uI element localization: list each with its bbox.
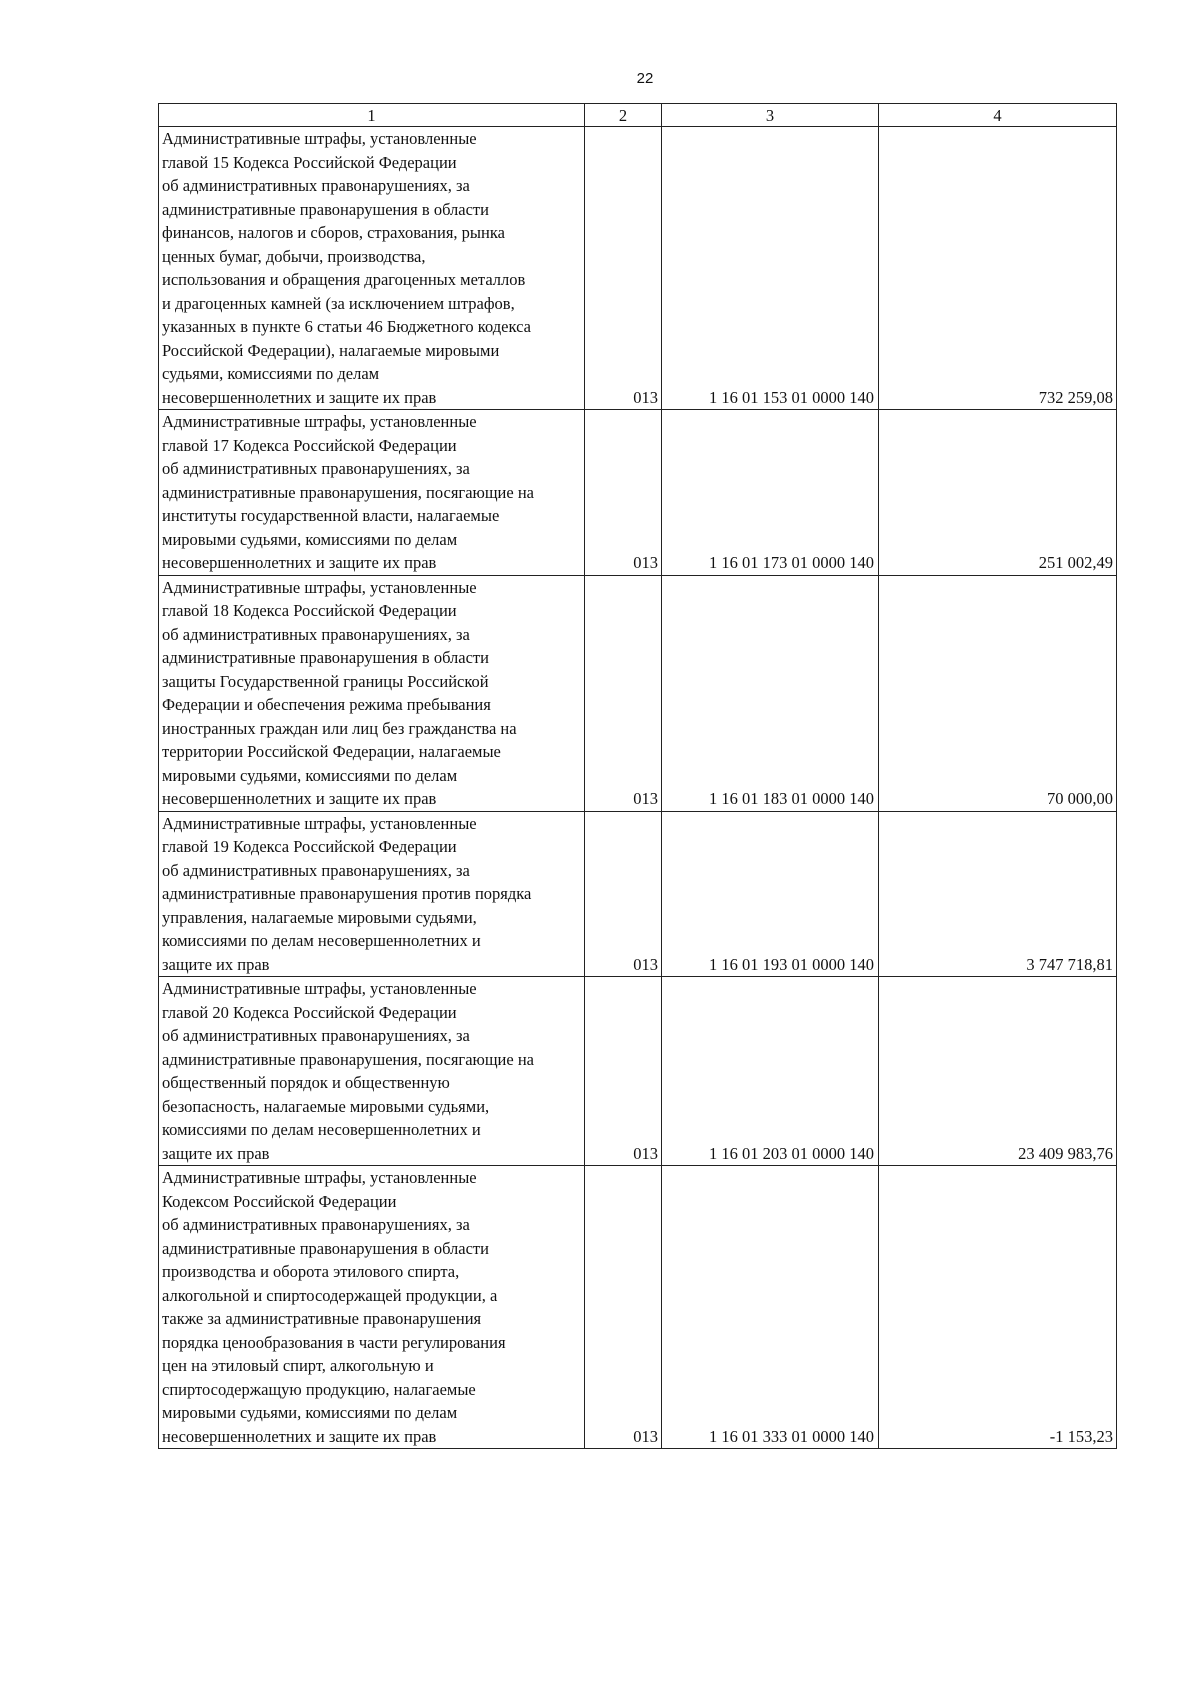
amount-cell: -1 153,23: [879, 1166, 1117, 1449]
revenue-table-container: [158, 103, 1116, 1449]
description-line: спиртосодержащую продукцию, налагаемые: [162, 1379, 476, 1399]
admin-code-cell: 013: [585, 575, 662, 811]
kbk-code-cell: 1 16 01 333 01 0000 140: [662, 1166, 879, 1449]
description-line: Административные штрафы, установленные: [162, 577, 477, 597]
description-line: об административных правонарушениях, за: [162, 1215, 470, 1234]
page-number: 22: [636, 70, 654, 87]
description-line: главой 18 Кодекса Российской Федерации: [162, 601, 457, 620]
table-row: [159, 977, 1117, 1166]
description-line: главой 17 Кодекса Российской Федерации: [162, 435, 457, 455]
header-col-3: 3: [662, 104, 879, 127]
admin-code-cell: 013: [585, 410, 662, 576]
description-line: и драгоценных камней (за исключением штрафов,: [162, 293, 515, 313]
description-line: судьями, комиссиями по делам: [162, 364, 380, 383]
admin-code-cell: 013: [585, 127, 662, 410]
description-line: финансов, налогов и сборов, страхования, рынка: [162, 223, 505, 242]
description-line: Федерации и обеспечения режима пребывания: [162, 695, 491, 714]
description-line: производства и оборота этилового спирта,: [162, 1262, 460, 1281]
amount-cell: 251 002,49: [879, 410, 1117, 576]
description-line: главой 15 Кодекса Российской Федерации: [162, 152, 457, 172]
description-line: административные правонарушения, посягающие на: [162, 1049, 534, 1069]
description-line: комиссиями по делам несовершеннолетних и: [162, 1120, 481, 1139]
description-line: об административных правонарушениях, за: [162, 1026, 470, 1045]
description-line: использования и обращения драгоценных металлов: [162, 270, 526, 289]
description-line: мировыми судьями, комиссиями по делам: [162, 765, 458, 785]
description-line: административные правонарушения, посягающие на: [162, 482, 534, 502]
description-line: общественный порядок и общественную: [162, 1073, 450, 1092]
row-description: [159, 127, 585, 410]
description-line: об административных правонарушениях, за: [162, 176, 470, 195]
description-line: Кодексом Российской Федерации: [162, 1191, 397, 1211]
description-line: об административных правонарушениях, за: [162, 459, 470, 478]
description-line: административные правонарушения против порядка: [162, 884, 532, 903]
kbk-code-cell: 1 16 01 203 01 0000 140: [662, 977, 879, 1166]
admin-code-cell: 013: [585, 977, 662, 1166]
description-line: мировыми судьями, комиссиями по делам: [162, 1403, 458, 1422]
description-line: Административные штрафы, установленные: [162, 813, 477, 833]
row-description: [159, 811, 585, 977]
table-row: [159, 575, 1117, 811]
kbk-code-cell: 1 16 01 183 01 0000 140: [662, 575, 879, 811]
description-line: порядка ценообразования в части регулирования: [162, 1332, 506, 1352]
description-line: административные правонарушения в области: [162, 199, 489, 219]
description-line: указанных в пункте 6 статьи 46 Бюджетного кодекса: [162, 317, 531, 336]
description-line: управления, налагаемые мировыми судьями,: [162, 907, 477, 927]
admin-code-cell: 013: [585, 1166, 662, 1449]
description-line: главой 20 Кодекса Российской Федерации: [162, 1002, 457, 1022]
kbk-code-cell: 1 16 01 193 01 0000 140: [662, 811, 879, 977]
description-line: комиссиями по делам несовершеннолетних и: [162, 931, 481, 950]
description-line: несовершеннолетних и защите их прав: [162, 387, 437, 407]
admin-code-cell: 013: [585, 811, 662, 977]
description-line: также за административные правонарушения: [162, 1309, 482, 1328]
amount-cell: 732 259,08: [879, 127, 1117, 410]
description-line: несовершеннолетних и защите их прав: [162, 553, 437, 572]
description-line: защите их прав: [162, 954, 270, 974]
table-row: [159, 811, 1117, 977]
table-row: [159, 1166, 1117, 1449]
row-description: [159, 977, 585, 1166]
description-line: главой 19 Кодекса Российской Федерации: [162, 837, 457, 856]
description-line: цен на этиловый спирт, алкогольную и: [162, 1356, 434, 1375]
table-header-row: [159, 104, 1117, 127]
description-line: ценных бумаг, добычи, производства,: [162, 246, 426, 266]
description-line: несовершеннолетних и защите их прав: [162, 789, 437, 808]
description-line: Административные штрафы, установленные: [162, 979, 477, 998]
table-row: [159, 410, 1117, 576]
amount-cell: 3 747 718,81: [879, 811, 1117, 977]
header-col-1: 1: [159, 104, 585, 127]
row-description: [159, 410, 585, 576]
kbk-code-cell: 1 16 01 153 01 0000 140: [662, 127, 879, 410]
description-line: Административные штрафы, установленные: [162, 412, 477, 431]
description-line: защиты Государственной границы Российской: [162, 671, 489, 691]
description-line: несовершеннолетних и защите их прав: [162, 1426, 437, 1446]
description-line: об административных правонарушениях, за: [162, 624, 470, 644]
header-col-2: 2: [585, 104, 662, 127]
header-col-4: 4: [879, 104, 1117, 127]
description-line: Административные штрафы, установленные: [162, 129, 477, 148]
description-line: иностранных граждан или лиц без гражданства на: [162, 718, 517, 738]
description-line: безопасность, налагаемые мировыми судьями,: [162, 1096, 490, 1116]
description-line: Административные штрафы, установленные: [162, 1168, 477, 1187]
description-line: административные правонарушения в области: [162, 648, 489, 667]
table-body: [159, 127, 1117, 1449]
row-description: [159, 575, 585, 811]
description-line: алкогольной и спиртосодержащей продукции, а: [162, 1285, 498, 1305]
description-line: мировыми судьями, комиссиями по делам: [162, 529, 458, 549]
amount-cell: 23 409 983,76: [879, 977, 1117, 1166]
kbk-code-cell: 1 16 01 173 01 0000 140: [662, 410, 879, 576]
revenue-table: [158, 103, 1117, 1449]
description-line: защите их прав: [162, 1143, 270, 1163]
description-line: институты государственной власти, налагаемые: [162, 506, 500, 525]
description-line: Российской Федерации), налагаемые мировыми: [162, 340, 500, 360]
description-line: территории Российской Федерации, налагаемые: [162, 742, 501, 761]
table-row: [159, 127, 1117, 410]
description-line: административные правонарушения в области: [162, 1238, 489, 1258]
description-line: об административных правонарушениях, за: [162, 860, 470, 880]
row-description: [159, 1166, 585, 1449]
amount-cell: 70 000,00: [879, 575, 1117, 811]
